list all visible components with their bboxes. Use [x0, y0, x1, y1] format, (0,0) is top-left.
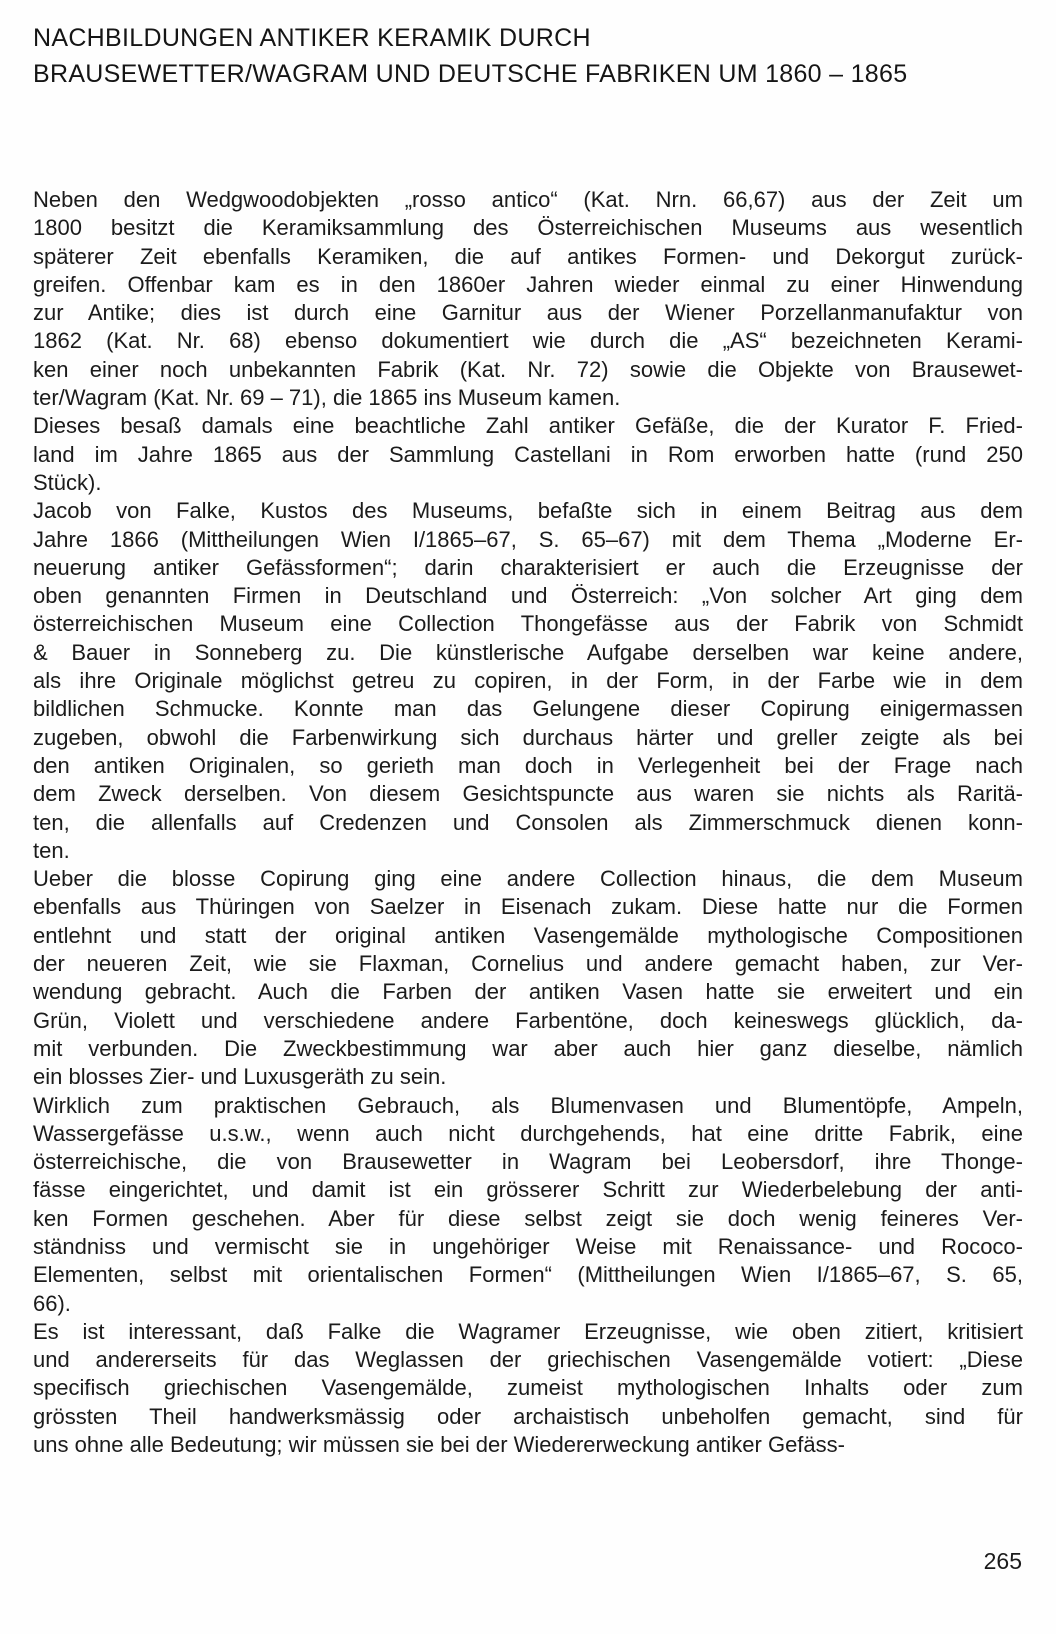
text-line: land im Jahre 1865 aus der Sammlung Castellani in Rom erworben hatte (rund 250 [33, 441, 1023, 467]
text-line: ten. [33, 837, 70, 863]
title-line-2: BRAUSEWETTER/WAGRAM UND DEUTSCHE FABRIKEN UM 1860 – 1865 [33, 60, 908, 88]
text-line: Neben den Wedgwoodobjekten „rosso antico“ (Kat. Nrn. 66,67) aus der Zeit um [33, 187, 1023, 212]
text-line: Ueber die blosse Copirung ging eine andere Collection hinaus, die dem Museum [33, 866, 1023, 892]
text-line: wendung gebracht. Auch die Farben der antiken Vasen hatte sie erweitert und ein [33, 979, 1023, 1005]
page-number: 265 [983, 1548, 1022, 1574]
text-line: ken einer noch unbekannten Fabrik (Kat. Nr. 72) sowie die Objekte von Brausewet- [33, 356, 1023, 382]
text-line: Dieses besaß damals eine beachtliche Zahl antiker Gefäße, die der Kurator F. Fried- [33, 413, 1023, 439]
text-line: Elementen, selbst mit orientalischen Formen“ (Mittheilungen Wien I/1865–67, S. 65, [33, 1262, 1023, 1288]
text-line: dem Zweck derselben. Von diesem Gesichtspuncte aus waren sie nichts als Raritä- [33, 781, 1023, 807]
text-line: den antiken Originalen, so gerieth man doch in Verlegenheit bei der Frage nach [33, 752, 1023, 778]
paragraph [33, 412, 1023, 497]
paragraph [33, 1318, 1023, 1459]
text-line: ter/Wagram (Kat. Nr. 69 – 71), die 1865 ins Museum kamen. [33, 385, 621, 411]
text-line: zur Antike; dies ist durch eine Garnitur aus der Wiener Porzellanmanufaktur von [33, 300, 1023, 326]
text-line: und andererseits für das Weglassen der griechischen Vasengemälde votiert: „Diese [33, 1347, 1023, 1373]
paragraph [33, 497, 1023, 865]
text-line: entlehnt und statt der original antiken Vasengemälde mythologische Compositionen [33, 922, 1023, 948]
text-line: ebenfalls aus Thüringen von Saelzer in Eisenach zukam. Diese hatte nur die Formen [33, 894, 1023, 920]
title-line-1: NACHBILDUNGEN ANTIKER KERAMIK DURCH [33, 24, 591, 52]
text-line: uns ohne alle Bedeutung; wir müssen sie bei der Wiedererweckung antiker Gefäss- [33, 1432, 845, 1458]
text-line: Jacob von Falke, Kustos des Museums, befaßte sich in einem Beitrag aus dem [33, 498, 1023, 524]
paragraph [33, 186, 1023, 412]
body-paragraphs [33, 186, 1023, 1459]
text-line: bildlichen Schmucke. Konnte man das Gelungene dieser Copirung einigermassen [33, 696, 1023, 722]
text-line: Wirklich zum praktischen Gebrauch, als Blumenvasen und Blumentöpfe, Ampeln, [33, 1092, 1023, 1118]
text-line: 1862 (Kat. Nr. 68) ebenso dokumentiert wie durch die „AS“ bezeichneten Kerami- [33, 328, 1023, 354]
text-line: specifisch griechischen Vasengemälde, zumeist mythologischen Inhalts oder zum [33, 1375, 1023, 1401]
text-line: Grün, Violett und verschiedene andere Farbentöne, doch keineswegs glücklich, da- [33, 1007, 1023, 1033]
text-line: 66). [33, 1290, 71, 1316]
text-line: als ihre Originale möglichst getreu zu copiren, in der Form, in der Farbe wie in dem [33, 668, 1023, 694]
text-line: 1800 besitzt die Keramiksammlung des Österreichischen Museums aus wesentlich [33, 215, 1023, 241]
paragraph [33, 865, 1023, 1091]
text-line: oben genannten Firmen in Deutschland und Österreich: „Von solcher Art ging dem [33, 583, 1023, 609]
text-line: österreichische, die von Brausewetter in Wagram bei Leobersdorf, ihre Thonge- [33, 1149, 1023, 1175]
text-line: Jahre 1866 (Mittheilungen Wien I/1865–67, S. 65–67) mit dem Thema „Moderne Er- [33, 526, 1023, 552]
text-line: ein blosses Zier- und Luxusgeräth zu sein. [33, 1064, 447, 1090]
text-line: ten, die allenfalls auf Credenzen und Consolen als Zimmerschmuck dienen konn- [33, 809, 1023, 835]
text-line: der neueren Zeit, wie sie Flaxman, Cornelius und andere gemacht haben, zur Ver- [33, 951, 1023, 977]
paragraph [33, 1092, 1023, 1318]
text-line: fässe eingerichtet, und damit ist ein grösserer Schritt zur Wiederbelebung der anti- [33, 1177, 1023, 1203]
text-line: mit verbunden. Die Zweckbestimmung war aber auch hier ganz dieselbe, nämlich [33, 1035, 1023, 1061]
text-line: grössten Theil handwerksmässig oder archaistisch unbeholfen gemacht, sind für [33, 1403, 1023, 1429]
text-line: späterer Zeit ebenfalls Keramiken, die auf antikes Formen- und Dekorgut zurück- [33, 243, 1023, 269]
text-line: Stück). [33, 469, 102, 495]
text-line: Es ist interessant, daß Falke die Wagramer Erzeugnisse, wie oben zitiert, kritisiert [33, 1318, 1023, 1344]
text-line: greifen. Offenbar kam es in den 1860er Jahren wieder einmal zu einer Hinwendung [33, 271, 1023, 297]
text-line: ständniss und vermischt sie in ungehöriger Weise mit Renaissance- und Rococo- [33, 1233, 1023, 1259]
text-line: Wassergefässe u.s.w., wenn auch nicht durchgehends, hat eine dritte Fabrik, eine [33, 1120, 1023, 1146]
text-line: & Bauer in Sonneberg zu. Die künstlerische Aufgabe derselben war keine andere, [33, 639, 1023, 665]
text-line: ken Formen geschehen. Aber für diese selbst zeigt sie doch wenig feineres Ver- [33, 1205, 1023, 1231]
article-title [33, 20, 1023, 92]
text-line: österreichischen Museum eine Collection Thongefässe aus der Fabrik von Schmidt [33, 611, 1023, 637]
text-line: zugeben, obwohl die Farbenwirkung sich durchaus härter und greller zeigte als bei [33, 724, 1023, 750]
text-line: neuerung antiker Gefässformen“; darin charakterisiert er auch die Erzeugnisse der [33, 554, 1023, 580]
